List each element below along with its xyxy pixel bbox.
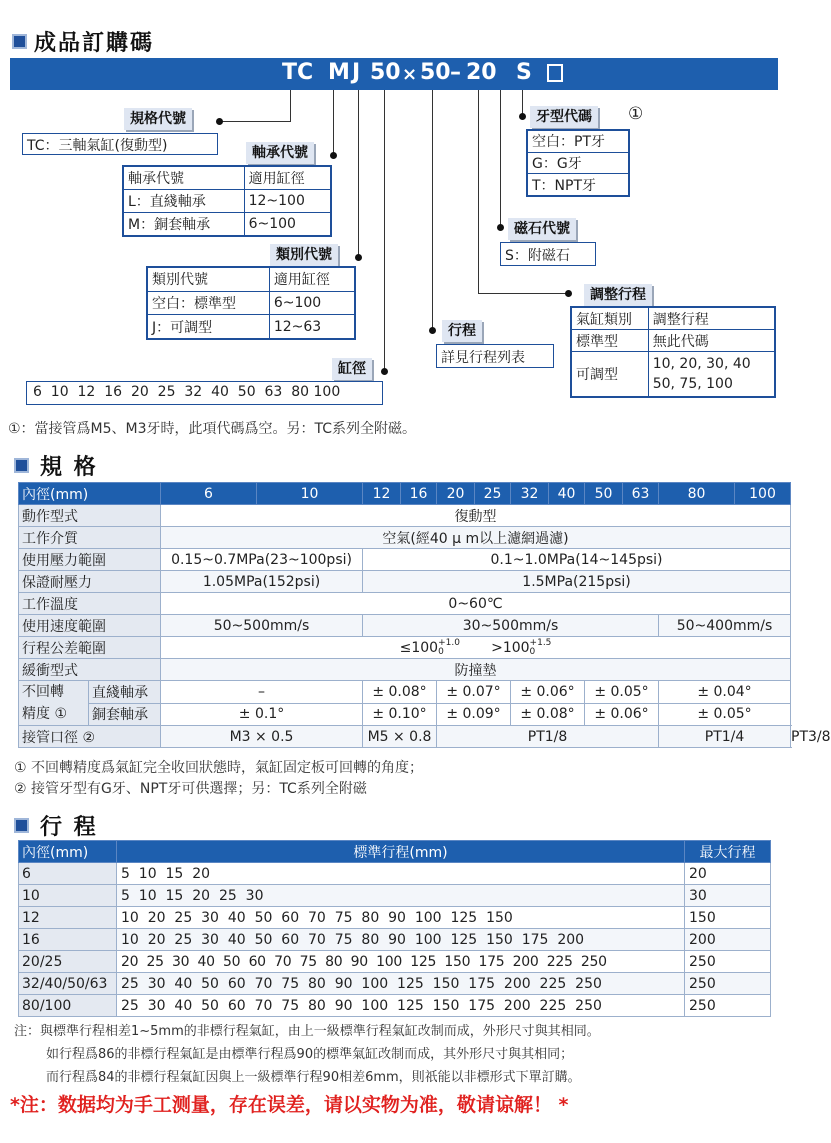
- spec-table: [18, 482, 831, 748]
- thread-pt: 空白：PT牙: [528, 131, 629, 153]
- spec-row: [19, 593, 791, 615]
- stroke-max: 200: [685, 929, 771, 951]
- stroke-std: 10 20 25 30 40 50 60 70 75 80 90 100 125 150 175 200: [117, 929, 685, 951]
- spec-row: [19, 615, 791, 637]
- spec-h-40: 40: [549, 483, 585, 505]
- magnet-value: S：附磁石: [505, 248, 570, 264]
- stroke-label: 行程: [442, 320, 482, 342]
- spec-bronze-50-63: ± 0.06°: [585, 703, 659, 726]
- stroke-table: [18, 840, 771, 1017]
- spec-linear-label: 直綫軸承: [89, 681, 161, 704]
- adjust-adj-values: [648, 352, 774, 397]
- order-code-title: 成品訂購碼: [34, 31, 155, 56]
- spec-nonrot-label: [19, 681, 89, 726]
- spec-h-50: 50: [585, 483, 623, 505]
- code-magnet: S: [516, 60, 532, 85]
- adjust-table: [570, 306, 776, 398]
- spec-bronze-6-10: ± 0.1°: [161, 703, 363, 726]
- spec-bronze-32-40: ± 0.08°: [511, 703, 585, 726]
- thread-marker: ①: [628, 104, 644, 124]
- model-box: [22, 133, 218, 155]
- model-value: TC：三軸氣缸(復動型): [27, 138, 168, 154]
- spec-cushion-value: 防撞墊: [161, 659, 791, 681]
- section-icon: [14, 818, 29, 833]
- stroke-bore: 80/100: [19, 995, 117, 1017]
- stroke-note-1: 注：與標準行程相差1~5mm的非標行程氣缸，由上一級標準行程氣缸改制而成，外形尺寸與其相同。: [14, 1024, 600, 1039]
- code-dash: –: [450, 60, 461, 85]
- stroke-std: 5 10 15 20 25 30: [117, 885, 685, 907]
- stroke-row: [19, 907, 771, 929]
- spec-action-label: 動作型式: [19, 505, 161, 527]
- stroke-title: 行 程: [40, 815, 98, 840]
- spec-tolerance-value: [161, 637, 791, 659]
- stroke-max: 250: [685, 951, 771, 973]
- spec-h-10: 10: [257, 483, 363, 505]
- tol-b-sub: 0: [529, 646, 536, 657]
- spec-h-32: 32: [511, 483, 549, 505]
- spec-linear-32-40: ± 0.06°: [511, 681, 585, 704]
- spec-h-63: 63: [623, 483, 659, 505]
- spec-medium-value: 空氣(經40 μ m以上濾網過濾): [161, 527, 791, 549]
- order-note: ①：當接管爲M5、M3牙時，此項代碼爲空。另：TC系列全附磁。: [8, 421, 417, 437]
- stroke-bore: 12: [19, 907, 117, 929]
- adjust-std-value: 無此代碼: [648, 330, 774, 352]
- adjust-values-2: 50, 75, 100: [652, 376, 733, 392]
- spec-speed-small: 50~500mm/s: [161, 615, 363, 637]
- adjust-values-1: 10, 20, 30, 40: [652, 356, 751, 372]
- tol-a-sup: +1.0: [438, 637, 460, 648]
- stroke-std: 5 10 15 20: [117, 863, 685, 885]
- spec-h-6: 6: [161, 483, 257, 505]
- stroke-h-max: 最大行程: [685, 841, 771, 863]
- thread-npt: T：NPT牙: [528, 174, 629, 196]
- spec-row: [19, 659, 791, 681]
- spec-linear-12-16: ± 0.08°: [363, 681, 437, 704]
- bore-label: 缸徑: [332, 358, 372, 380]
- bore-values: 6 10 12 16 20 25 32 40 50 63 80 100: [33, 384, 341, 400]
- code-m: M: [328, 60, 350, 85]
- stroke-header-row: [19, 841, 771, 863]
- spec-speed-large: 50~400mm/s: [659, 615, 791, 637]
- stroke-std: 10 20 25 30 40 50 60 70 75 80 90 100 125 150: [117, 907, 685, 929]
- thread-g: G：G牙: [528, 152, 629, 174]
- spec-medium-label: 工作介質: [19, 527, 161, 549]
- code-bore: 50: [370, 60, 401, 85]
- spec-proof-label: 保證耐壓力: [19, 571, 161, 593]
- adjust-h2: 調整行程: [648, 308, 774, 330]
- bearing-m-range: 6~100: [244, 213, 330, 236]
- stroke-value: 詳見行程列表: [441, 350, 525, 366]
- code-thread-box: [547, 64, 563, 82]
- code-tc: TC: [282, 60, 314, 85]
- spec-bronze-80-100: ± 0.05°: [659, 703, 791, 726]
- spec-port-20-50: PT1/8: [437, 726, 659, 748]
- stroke-note-2: 如行程爲86的非標行程氣缸是由標準行程爲90的標準氣缸改制而成，其外形尺寸與其相同；: [46, 1047, 574, 1062]
- stroke-max: 150: [685, 907, 771, 929]
- bearing-table: [122, 165, 332, 237]
- spec-note-2: ② 接管牙型有G牙、NPT牙可供選擇；另：TC系列全附磁: [14, 781, 367, 797]
- spec-port-63: PT1/4: [659, 726, 791, 748]
- spec-cushion-label: 緩衝型式: [19, 659, 161, 681]
- stroke-row: [19, 951, 771, 973]
- spec-linear-6-10: –: [161, 681, 363, 704]
- warning-note: *注：数据均为手工测量，存在误差，请以实物为准，敬请谅解！ *: [10, 1094, 569, 1116]
- spec-row: [19, 549, 791, 571]
- spec-h-16: 16: [401, 483, 437, 505]
- stroke-note-3: 而行程爲84的非標行程氣缸因與上一級標準行程90相差6mm，則祇能以非標形式下單訂購。: [46, 1070, 581, 1085]
- bearing-l: L：直綫軸承: [124, 190, 245, 213]
- spec-nonrot-label1: 不回轉: [22, 684, 64, 700]
- section-icon: [12, 34, 27, 49]
- spec-linear-20-25: ± 0.07°: [437, 681, 511, 704]
- spec-port-6-10: M3 × 0.5: [161, 726, 363, 748]
- model-label: 規格代號: [124, 108, 192, 130]
- adjust-adj: 可調型: [572, 352, 649, 397]
- stroke-bore: 32/40/50/63: [19, 973, 117, 995]
- bearing-h2: 適用缸徑: [244, 167, 330, 190]
- code-times: ×: [402, 64, 418, 85]
- stroke-max: 250: [685, 973, 771, 995]
- category-table: [146, 266, 356, 340]
- stroke-bore: 10: [19, 885, 117, 907]
- spec-h-bore: 內徑(mm): [19, 483, 161, 505]
- stroke-h-bore: 內徑(mm): [19, 841, 117, 863]
- magnet-box: [500, 242, 596, 266]
- spec-speed-mid: 30~500mm/s: [363, 615, 659, 637]
- spec-header-row: [19, 483, 791, 505]
- spec-bronze-20-25: ± 0.09°: [437, 703, 511, 726]
- spec-port-12-16: M5 × 0.8: [363, 726, 437, 748]
- section-icon: [14, 458, 29, 473]
- spec-h-20: 20: [437, 483, 475, 505]
- category-adj: J：可調型: [148, 315, 270, 339]
- stroke-bore: 6: [19, 863, 117, 885]
- thread-table: [526, 129, 630, 197]
- stroke-row: [19, 885, 771, 907]
- spec-temp-label: 工作溫度: [19, 593, 161, 615]
- adjust-label: 調整行程: [584, 284, 652, 306]
- adjust-std: 標準型: [572, 330, 649, 352]
- spec-proof-small: 1.05MPa(152psi): [161, 571, 363, 593]
- stroke-bore: 20/25: [19, 951, 117, 973]
- spec-speed-label: 使用速度範圍: [19, 615, 161, 637]
- adjust-h1: 氣缸類別: [572, 308, 649, 330]
- spec-bronze-12-16: ± 0.10°: [363, 703, 437, 726]
- spec-row: [19, 571, 791, 593]
- spec-tolerance-label: 行程公差範圍: [19, 637, 161, 659]
- stroke-row: [19, 995, 771, 1017]
- spec-row: [19, 505, 791, 527]
- tol-b-sup: +1.5: [529, 637, 552, 648]
- stroke-std: 25 30 40 50 60 70 75 80 90 100 125 150 175 200 225 250: [117, 973, 685, 995]
- spec-bronze-label: 銅套軸承: [89, 703, 161, 726]
- spec-title: 規 格: [40, 455, 98, 480]
- bearing-m: M：銅套軸承: [124, 213, 245, 236]
- spec-h-100: 100: [735, 483, 791, 505]
- stroke-std: 25 30 40 50 60 70 75 80 90 100 125 150 175 200 225 250: [117, 995, 685, 1017]
- spec-h-25: 25: [475, 483, 511, 505]
- spec-nonrot-label2: 精度 ①: [22, 706, 68, 722]
- spec-note-1: ① 不回轉精度爲氣缸完全收回狀態時，氣缸固定板可回轉的角度；: [14, 760, 423, 776]
- magnet-label: 磁石代號: [508, 218, 576, 240]
- category-adj-range: 12~63: [269, 315, 354, 339]
- stroke-row: [19, 973, 771, 995]
- stroke-max: 30: [685, 885, 771, 907]
- bearing-h1: 軸承代號: [124, 167, 245, 190]
- spec-row: [19, 703, 791, 726]
- spec-row: 接管口徑 ② M3 × 0.5 M5 × 0.8 PT1/8 PT1/4 PT3/8: [19, 726, 791, 748]
- stroke-row: [19, 929, 771, 951]
- spec-row: [19, 527, 791, 549]
- spec-row: [19, 681, 791, 704]
- thread-label: 牙型代碼: [530, 106, 598, 128]
- spec-h-80: 80: [659, 483, 735, 505]
- spec-row: [19, 637, 791, 659]
- spec-pressure-large: 0.1~1.0MPa(14~145psi): [363, 549, 791, 571]
- category-h1: 類別代號: [148, 268, 270, 292]
- spec-port-label: 接管口徑 ②: [19, 726, 161, 748]
- category-std-range: 6~100: [269, 291, 354, 315]
- code-j: J: [352, 60, 361, 85]
- spec-linear-80-100: ± 0.04°: [659, 681, 791, 704]
- stroke-h-std: 標準行程(mm): [117, 841, 685, 863]
- spec-pressure-small: 0.15~0.7MPa(23~100psi): [161, 549, 363, 571]
- spec-action-value: 復動型: [161, 505, 791, 527]
- stroke-bore: 16: [19, 929, 117, 951]
- stroke-row: [19, 863, 771, 885]
- bearing-label: 軸承代號: [246, 142, 314, 164]
- stroke-max: 250: [685, 995, 771, 1017]
- tol-a: ≤100: [399, 639, 439, 656]
- stroke-max: 20: [685, 863, 771, 885]
- tol-b: >100: [491, 639, 530, 656]
- category-label: 類別代號: [270, 244, 338, 266]
- category-h2: 適用缸徑: [269, 268, 354, 292]
- code-adjust: 20: [466, 60, 497, 85]
- tol-a-sub: 0: [438, 646, 444, 657]
- stroke-std: 20 25 30 40 50 60 70 75 80 90 100 125 150 175 200 225 250: [117, 951, 685, 973]
- spec-pressure-label: 使用壓力範圍: [19, 549, 161, 571]
- spec-h-12: 12: [363, 483, 401, 505]
- stroke-box: [436, 344, 554, 368]
- spec-temp-value: 0~60℃: [161, 593, 791, 615]
- spec-proof-large: 1.5MPa(215psi): [363, 571, 791, 593]
- spec-linear-50-63: ± 0.05°: [585, 681, 659, 704]
- bore-box: [26, 381, 383, 405]
- code-stroke: 50: [420, 60, 451, 85]
- category-std: 空白：標準型: [148, 291, 270, 315]
- bearing-l-range: 12~100: [244, 190, 330, 213]
